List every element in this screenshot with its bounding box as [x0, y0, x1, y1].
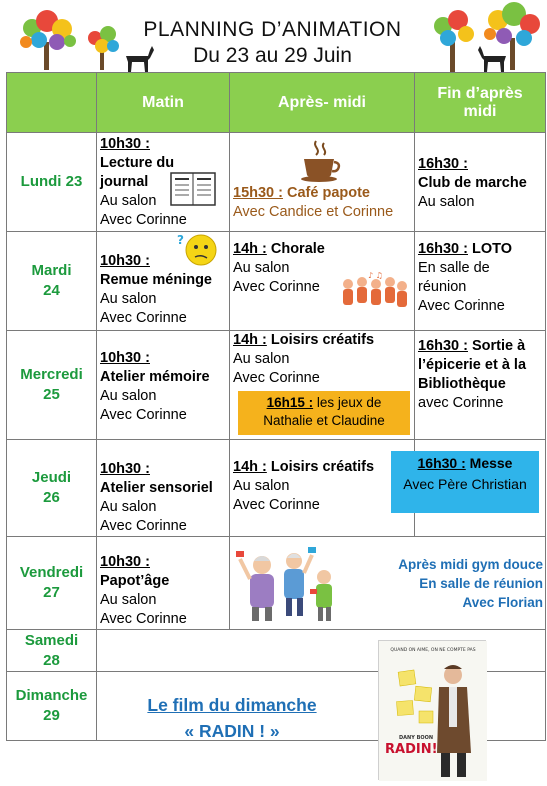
lundi-apres-midi: 15h30 : Café papote Avec Candice et Corinne	[230, 133, 415, 232]
movie-poster	[378, 640, 486, 780]
thinking-smiley-icon	[173, 232, 221, 270]
row-mercredi	[7, 331, 546, 440]
day-dimanche: Dimanche 29	[7, 672, 97, 741]
games-box: 16h15 : les jeux de Nathalie et Claudine	[238, 391, 410, 435]
mass-box: 16h30 : Messe Avec Père Christian	[391, 451, 539, 513]
mercredi-apres-midi: 14h : Loisirs créatifs Au salon Avec Corinne 16h15 : les jeux de Nathalie et Claudine	[230, 331, 415, 440]
col-apres-midi: Après- midi	[230, 73, 415, 133]
film-title: « RADIN ! »	[184, 721, 280, 741]
page-subtitle: Du 23 au 29 Juin	[193, 44, 352, 67]
mardi-apres-midi: 14h : Chorale Au salon Avec Corinne ♪ ♫	[230, 232, 415, 331]
row-lundi	[7, 133, 546, 232]
svg-text:♪ ♫: ♪ ♫	[368, 272, 383, 280]
page-header	[0, 0, 547, 72]
tree-small-icon	[82, 22, 122, 70]
jeudi-apres-midi: 14h : Loisirs créatifs Au salon Avec Corinne	[230, 440, 415, 537]
svg-text:?: ?	[177, 233, 184, 247]
film-label: Le film du dimanche	[147, 695, 317, 715]
day-samedi: Samedi 28	[7, 630, 97, 672]
day-vendredi: Vendredi 27	[7, 537, 97, 630]
mercredi-matin: 10h30 : Atelier mémoire Au salon Avec Corinne	[97, 331, 230, 440]
svg-text:DANY BOON: DANY BOON	[399, 735, 434, 741]
mercredi-fin: 16h30 : Sortie à l’épicerie et à la Bibliothèque avec Corinne	[415, 331, 546, 440]
gym-text: Après midi gym douce En salle de réunion Avec Florian	[398, 557, 543, 610]
day-mardi: Mardi 24	[7, 232, 97, 331]
vendredi-matin: 10h30 : Papot’âge Au salon Avec Corinne	[97, 537, 230, 630]
mardi-matin: ? 10h30 : Remue méninge Au salon Avec Corinne	[97, 232, 230, 331]
svg-text:RADIN!: RADIN!	[385, 742, 438, 757]
tree-left-icon	[12, 6, 82, 72]
svg-text:QUAND ON AIME, ON NE COMPTE PA: QUAND ON AIME, ON NE COMPTE PAS	[390, 648, 476, 653]
day-mercredi: Mercredi 25	[7, 331, 97, 440]
jeudi-fin	[403, 440, 546, 537]
row-jeudi	[7, 440, 546, 537]
jeudi-matin: 10h30 : Atelier sensoriel Au salon Avec Corinne	[97, 440, 230, 537]
vendredi-fin	[398, 537, 546, 630]
day-lundi: Lundi 23	[7, 133, 97, 232]
lundi-matin: 10h30 : Lecture du journal Au salon Avec Corinne	[97, 133, 230, 232]
newspaper-icon	[169, 169, 219, 209]
row-vendredi	[7, 537, 546, 630]
corner-cell	[7, 73, 97, 133]
col-fin-apres-midi: Fin d’après midi	[415, 73, 546, 133]
choir-icon	[338, 272, 410, 316]
poster-illustration	[379, 641, 487, 781]
header-row	[7, 73, 546, 133]
lundi-fin: 16h30 : Club de marche Au salon	[415, 133, 546, 232]
coffee-cup-icon	[298, 139, 342, 183]
tree-right-icon	[478, 0, 546, 70]
col-matin: Matin	[97, 73, 230, 133]
page-title: PLANNING D’ANIMATION	[143, 18, 402, 41]
row-mardi	[7, 232, 546, 331]
day-jeudi: Jeudi 26	[7, 440, 97, 537]
mardi-fin: 16h30 : LOTO En salle de réunion Avec Corinne	[415, 232, 546, 331]
